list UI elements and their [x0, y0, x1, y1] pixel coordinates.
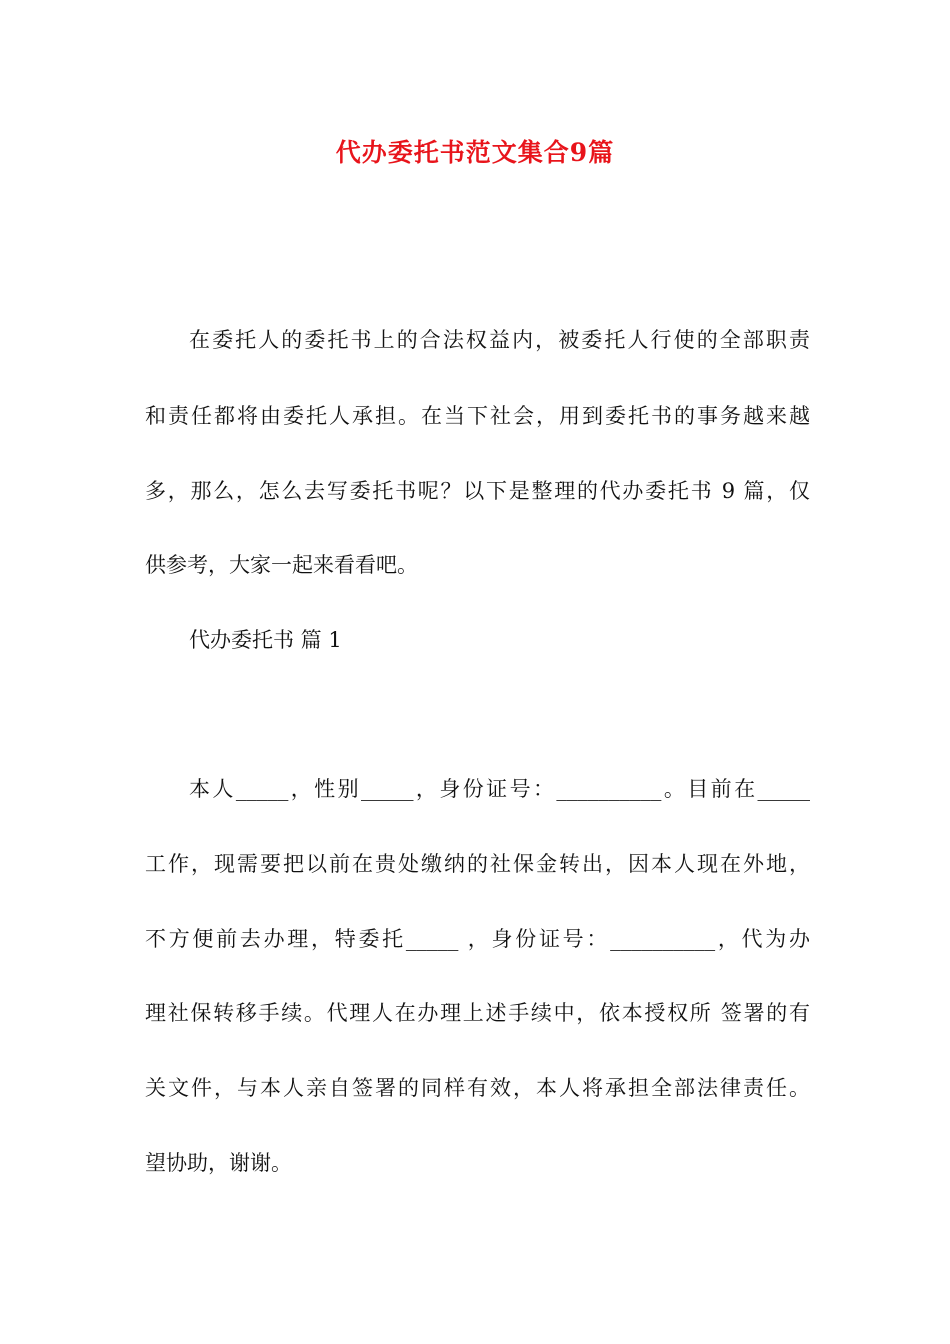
section-heading: 代办委托书 篇 1 — [189, 628, 342, 652]
intro-line-3: 多，那么，怎么去写委托书呢？以下是整理的代办委托书 9 篇，仅 — [145, 479, 810, 503]
intro-line-1: 在委托人的委托书上的合法权益内，被委托人行使的全部职责 — [189, 328, 810, 352]
body-line-3: 不方便前去办理，特委托_____ ，身份证号：__________，代为办 — [145, 927, 810, 951]
body-line-4: 理社保转移手续。代理人在办理上述手续中，依本授权所 签署的有 — [145, 1001, 810, 1025]
intro-line-2: 和责任都将由委托人承担。在当下社会，用到委托书的事务越来越 — [145, 404, 810, 428]
intro-line-4: 供参考，大家一起来看看吧。 — [145, 553, 418, 577]
body-line-1: 本人_____，性别_____，身份证号：__________。目前在_____ — [189, 777, 810, 801]
document-title: 代办委托书范文集合9篇 — [335, 138, 615, 167]
body-line-6: 望协助，谢谢。 — [145, 1151, 292, 1175]
body-line-2: 工作，现需要把以前在贵处缴纳的社保金转出，因本人现在外地， — [145, 852, 810, 876]
body-line-5: 关文件，与本人亲自签署的同样有效，本人将承担全部法律责任。 — [145, 1076, 810, 1100]
